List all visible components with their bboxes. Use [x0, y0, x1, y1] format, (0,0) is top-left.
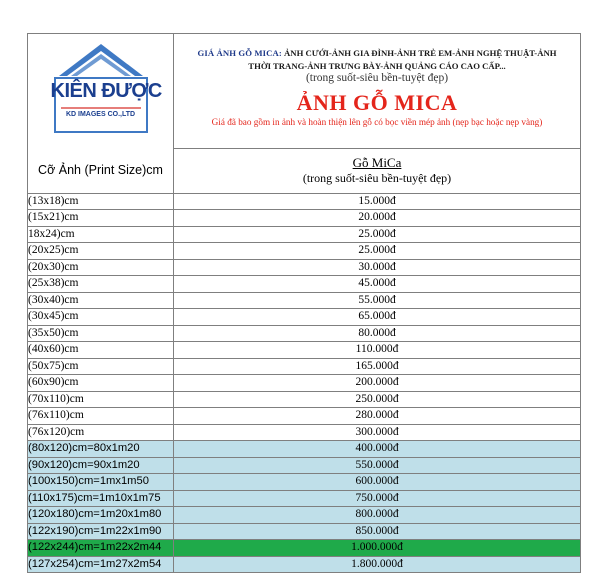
price-column-header: [174, 148, 581, 193]
table-row: [28, 507, 581, 524]
intro-line-1: [174, 43, 580, 61]
table-row: [28, 259, 581, 276]
price-cell: 55.000đ: [174, 292, 581, 309]
table-row: [28, 358, 581, 375]
size-cell: (20x30)cm: [28, 259, 174, 276]
price-cell: 550.000đ: [174, 457, 581, 474]
size-cell: (15x21)cm: [28, 210, 174, 227]
intro-label: GIÁ ẢNH GỖ MICA:: [197, 48, 282, 58]
size-cell: (120x180)cm=1m20x1m80: [28, 507, 174, 524]
logo-cell: [28, 34, 174, 149]
size-cell: 18x24)cm: [28, 226, 174, 243]
price-cell: 25.000đ: [174, 226, 581, 243]
price-cell: 750.000đ: [174, 490, 581, 507]
intro-line-2: THỜI TRANG-ẢNH TRƯNG BÀY-ẢNH QUẢNG CÁO CAO CẤP...: [248, 61, 506, 71]
price-cell: 800.000đ: [174, 507, 581, 524]
table-row: [28, 226, 581, 243]
price-cell: 165.000đ: [174, 358, 581, 375]
price-note: Giá đã bao gồm in ảnh và hoàn thiện lên gỗ có bọc viền mép ảnh (nẹp bạc hoặc nẹp vàng): [211, 117, 543, 127]
size-cell: (80x120)cm=80x1m20: [28, 441, 174, 458]
price-column-title: Gỗ MiCa: [352, 155, 402, 170]
size-cell: (127x254)cm=1m27x2m54: [28, 556, 174, 573]
price-cell: 30.000đ: [174, 259, 581, 276]
price-cell: 45.000đ: [174, 276, 581, 293]
table-row: [28, 523, 581, 540]
table-row: [28, 556, 581, 573]
price-cell: 600.000đ: [174, 474, 581, 491]
table-row: [28, 210, 581, 227]
size-cell: (76x120)cm: [28, 424, 174, 441]
size-cell: (35x50)cm: [28, 325, 174, 342]
price-cell: 65.000đ: [174, 309, 581, 326]
size-cell: (13x18)cm: [28, 193, 174, 210]
size-cell: (110x175)cm=1m10x1m75: [28, 490, 174, 507]
size-cell: (100x150)cm=1mx1m50: [28, 474, 174, 491]
price-cell: 300.000đ: [174, 424, 581, 441]
size-cell: (122x244)cm=1m22x2m44: [28, 540, 174, 557]
price-cell: 25.000đ: [174, 243, 581, 260]
table-row: [28, 457, 581, 474]
table-row: [28, 292, 581, 309]
size-cell: (122x190)cm=1m22x1m90: [28, 523, 174, 540]
table-row: [28, 276, 581, 293]
price-cell: 80.000đ: [174, 325, 581, 342]
price-cell: 110.000đ: [174, 342, 581, 359]
table-row: [28, 424, 581, 441]
price-cell: 1.000.000đ: [174, 540, 581, 557]
size-cell: (50x75)cm: [28, 358, 174, 375]
table-row: [28, 391, 581, 408]
table-row: [28, 474, 581, 491]
table-row: [28, 342, 581, 359]
table-row: [28, 441, 581, 458]
size-column-header: Cỡ Ảnh (Print Size)cm: [28, 148, 174, 193]
table-row: [28, 243, 581, 260]
intro-text-1: ẢNH CƯỚI-ẢNH GIA ĐÌNH-ẢNH TRẺ EM-ẢNH NGHỆ THUẬT-ẢNH: [281, 48, 557, 58]
intro-cell: [174, 34, 581, 149]
table-row: [28, 325, 581, 342]
size-cell: (25x38)cm: [28, 276, 174, 293]
size-cell: (30x45)cm: [28, 309, 174, 326]
table-row: [28, 309, 581, 326]
price-cell: 1.800.000đ: [174, 556, 581, 573]
brand-tagline: KD IMAGES CO.,LTD: [65, 111, 136, 118]
table-row: [28, 375, 581, 392]
size-cell: (60x90)cm: [28, 375, 174, 392]
size-cell: (30x40)cm: [28, 292, 174, 309]
size-cell: (40x60)cm: [28, 342, 174, 359]
table-row: [28, 193, 581, 210]
intro-subtitle: (trong suốt-siêu bền-tuyệt đẹp): [305, 72, 449, 84]
table-row: [28, 408, 581, 425]
price-table: [27, 33, 581, 573]
table-row: [28, 490, 581, 507]
page-title: ẢNH GỖ MICA: [296, 90, 458, 115]
size-cell: (20x25)cm: [28, 243, 174, 260]
brand-name: KIÊN ĐƯỢC: [50, 80, 162, 102]
price-cell: 200.000đ: [174, 375, 581, 392]
price-cell: 400.000đ: [174, 441, 581, 458]
table-row: [28, 540, 581, 557]
price-cell: 250.000đ: [174, 391, 581, 408]
size-cell: (90x120)cm=90x1m20: [28, 457, 174, 474]
price-cell: 280.000đ: [174, 408, 581, 425]
price-column-subtitle: (trong suốt-siêu bền-tuyệt đẹp): [302, 171, 452, 185]
price-cell: 850.000đ: [174, 523, 581, 540]
price-cell: 15.000đ: [174, 193, 581, 210]
price-cell: 20.000đ: [174, 210, 581, 227]
size-cell: (70x110)cm: [28, 391, 174, 408]
logo: [50, 40, 162, 136]
size-cell: (76x110)cm: [28, 408, 174, 425]
